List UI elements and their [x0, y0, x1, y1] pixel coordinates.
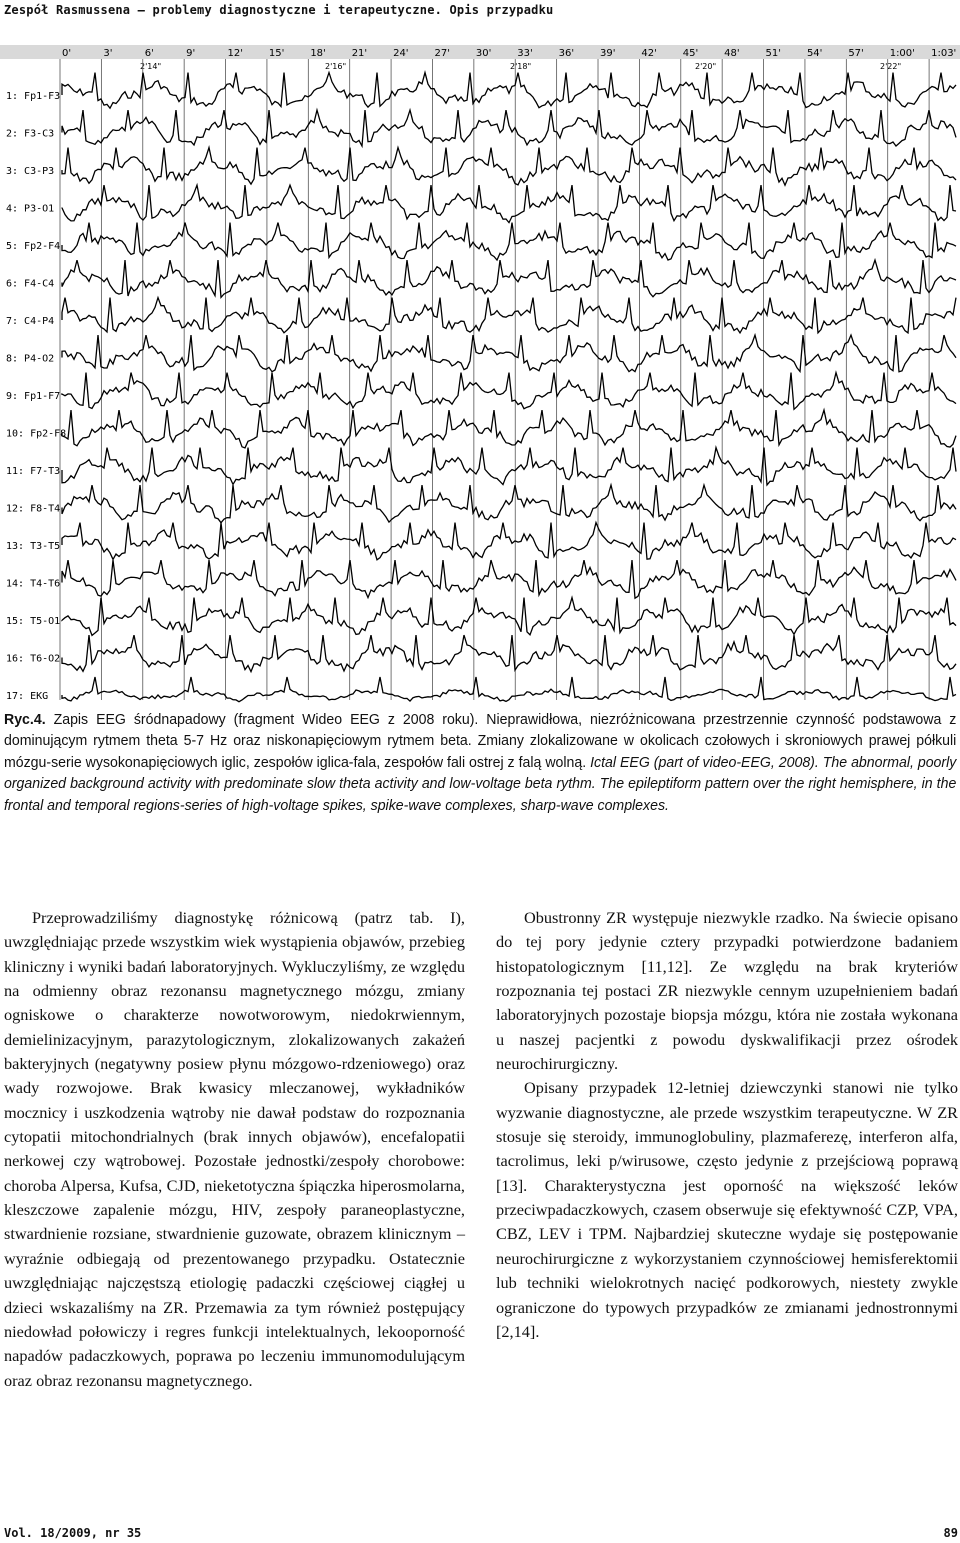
channel-label: 4: P3-O1: [6, 203, 55, 215]
eeg-figure: [0, 45, 960, 703]
right-paragraph-1: Obustronny ZR występuje niezwykle rzadko. Na świecie opisano do tej pory jedynie cztery przypadki potwierdzone badaniem histopatologicznym [11,12]. Ze względu na brak kryteriów rozpoznania tej postaci ZR niezwykle cennym uzupełnieniem badań laboratoryjnych pozostaje biopsja mózgu, która nie została wykonana u naszej pacjentki z powodu dyskwalifikacji przez ośrodek neurochirurgiczny.: [496, 908, 958, 1074]
right-column: [496, 906, 958, 1344]
time-tick-label: 54': [806, 48, 823, 59]
channel-label: 13: T3-T5: [6, 541, 61, 552]
time-tick-label: 15': [268, 48, 285, 59]
time-tick-label: 42': [641, 48, 657, 59]
time-marker-label: 2'22": [880, 62, 902, 71]
channel-label: 16: T6-O2: [6, 653, 61, 665]
caption-polish: Zapis EEG śródnapadowy (fragment Wideo EEG z 2008 roku). Nieprawidłowa, niezróżnicowana przestrzennie czynność podstawowa z dominującym rytmem theta 5-7 Hz oraz niskonapięciowym rytmem beta. Zmiany zlokalizowane w okolicach czołowych i skroniowych prawej półkuli mózgu-serie wysokonapięciowych iglic, zespołów iglica-fala, zespołów fali ostrej z falą wolną.: [4, 711, 957, 771]
channel-label: 12: F8-T4: [6, 503, 61, 515]
time-tick-label: 0': [62, 48, 72, 59]
page-footer: [4, 1526, 958, 1540]
time-tick-label: 3': [103, 48, 113, 59]
figure-label: Ryc.4.: [4, 711, 46, 728]
time-tick-label: 48': [724, 48, 740, 59]
time-tick-label: 1:00': [889, 48, 915, 59]
time-marker-label: 2'14": [140, 62, 162, 71]
time-tick-label: 33': [517, 48, 533, 59]
time-tick-label: 30': [475, 48, 492, 59]
time-tick-label: 6': [144, 48, 154, 59]
channel-label: 5: Fp2-F4: [6, 241, 61, 252]
time-tick-label: 27': [434, 48, 450, 59]
time-tick-label: 57': [848, 48, 864, 59]
time-tick-label: 51': [765, 48, 782, 59]
time-marker-label: 2'16": [325, 62, 347, 71]
right-paragraph-2: Opisany przypadek 12-letniej dziewczynki stanowi nie tylko wyzwanie diagnostyczne, ale przede wszystkim terapeutyczne. W ZR stosuje się steroidy, immunoglobuliny, plazmaferezę, interferon alfa, tacrolimus, leki p/wirusowe, często jedynie z przejściową poprawą [13]. Charakterystyczna jest oporność na większość leków przeciwpadaczkowych, czasem obserwuje się efektywność CZP, VPA, CBZ, LEV i TPM. Najbardziej skuteczne wydaje się postępowanie neurochirurgiczne z wykorzystaniem czynnościowej hemisferektomii lub techniki wielokrotnych nacięć podkorowych, niestety zwykle ograniczone do typowych przypadków ze zmianami jednostronnymi [2,14].: [496, 1078, 958, 1341]
channel-label: 3: C3-P3: [6, 166, 55, 177]
channel-label: 14: T4-T6: [6, 578, 61, 590]
channel-label: 9: Fp1-F7: [6, 391, 61, 402]
running-header: Zespół Rasmussena – problemy diagnostyczne i terapeutyczne. Opis przypadku: [4, 3, 554, 17]
time-tick-label: 9': [186, 48, 196, 59]
time-tick-label: 36': [558, 48, 575, 59]
caption-english: Ictal EEG (part of video-EEG, 2008). The abnormal, poorly organized background activity with predominate slow theta activity and low-voltage beta rythm. The epileptiform pattern over the right hemisphere, in the frontal and temporal regions-series of high-voltage spikes, spike-wave complexes, sharp-wave complexes.: [4, 753, 957, 814]
figure-caption: [4, 709, 956, 816]
channel-label: 1: Fp1-F3: [6, 91, 61, 102]
channel-label: 2: F3-C3: [6, 128, 55, 140]
time-tick-label: 21': [351, 48, 368, 59]
time-tick-label: 24': [393, 48, 409, 59]
channel-label: 17: EKG: [6, 691, 49, 702]
left-column: [4, 906, 465, 1393]
channel-label: 11: F7-T3: [6, 466, 61, 477]
time-tick-label: 1:03': [931, 48, 957, 59]
page-number: 89: [943, 1526, 958, 1540]
channel-label: 6: F4-C4: [6, 278, 55, 290]
left-paragraph: Przeprowadziliśmy diagnostykę różnicową (patrz tab. I), uwzględniając przede wszystkim wiek wystąpienia objawów, przebieg kliniczny i wyniki badań laboratoryjnych. Wykluczyliśmy, ze względu na odmienny obraz rezonansu magnetycznego mózgu, zmiany ogniskowe o charakterze nowotworowym, niedokrwiennym, demielinizacyjnym, parazytologicznym, zlokalizowanych zakażeń bakteryjnych (negatywny posiew płynu mózgowo-rdzeniowego) oraz wady rozwojowe. Brak kwasicy mleczanowej, wykładników mocznicy i uszkodzenia wątroby nie dawał podstaw do rozpoznania cytopatii mitochondrialnych (brak innych objawów), encefalopatii nerkowej czy wątrobowej. Pozostałe jednostki/zespoły chorobowe: choroba Alpersa, Kufsa, CJD, nieketotyczna śpiączka hiperosmolarna, kleszczowe zapalenie mózgu, HIV, zespoły paraneoplastyczne, stwardnienie rozsiane, stwardnienie guzowate, obrazem klinicznym – wyraźnie odbiegają od prezentowanego przypadku. Ostatecznie uwzględniając najczęstszą etiologię padaczki częściowej ciągłej u dzieci wskazaliśmy na ZR. Przemawia za tym również postępujący niedowład połowiczy i regres funkcji intelektualnych, lekooporność napadów padaczkowych, poprawa po leczeniu immunomodulującym oraz obraz rezonansu magnetycznego.: [4, 908, 465, 1390]
time-marker-label: 2'20": [695, 62, 717, 71]
channel-label: 10: Fp2-F8: [6, 428, 67, 440]
time-marker-label: 2'18": [510, 62, 532, 71]
journal-volume: Vol. 18/2009, nr 35: [4, 1526, 142, 1540]
channel-label: 7: C4-P4: [6, 316, 55, 327]
channel-label: 15: T5-O1: [6, 616, 61, 627]
time-tick-label: 18': [310, 48, 326, 59]
channel-label: 8: P4-O2: [6, 353, 55, 365]
eeg-trace-chart: [0, 45, 960, 703]
time-tick-label: 45': [682, 48, 699, 59]
time-tick-label: 12': [227, 48, 244, 59]
time-tick-label: 39': [600, 48, 616, 59]
